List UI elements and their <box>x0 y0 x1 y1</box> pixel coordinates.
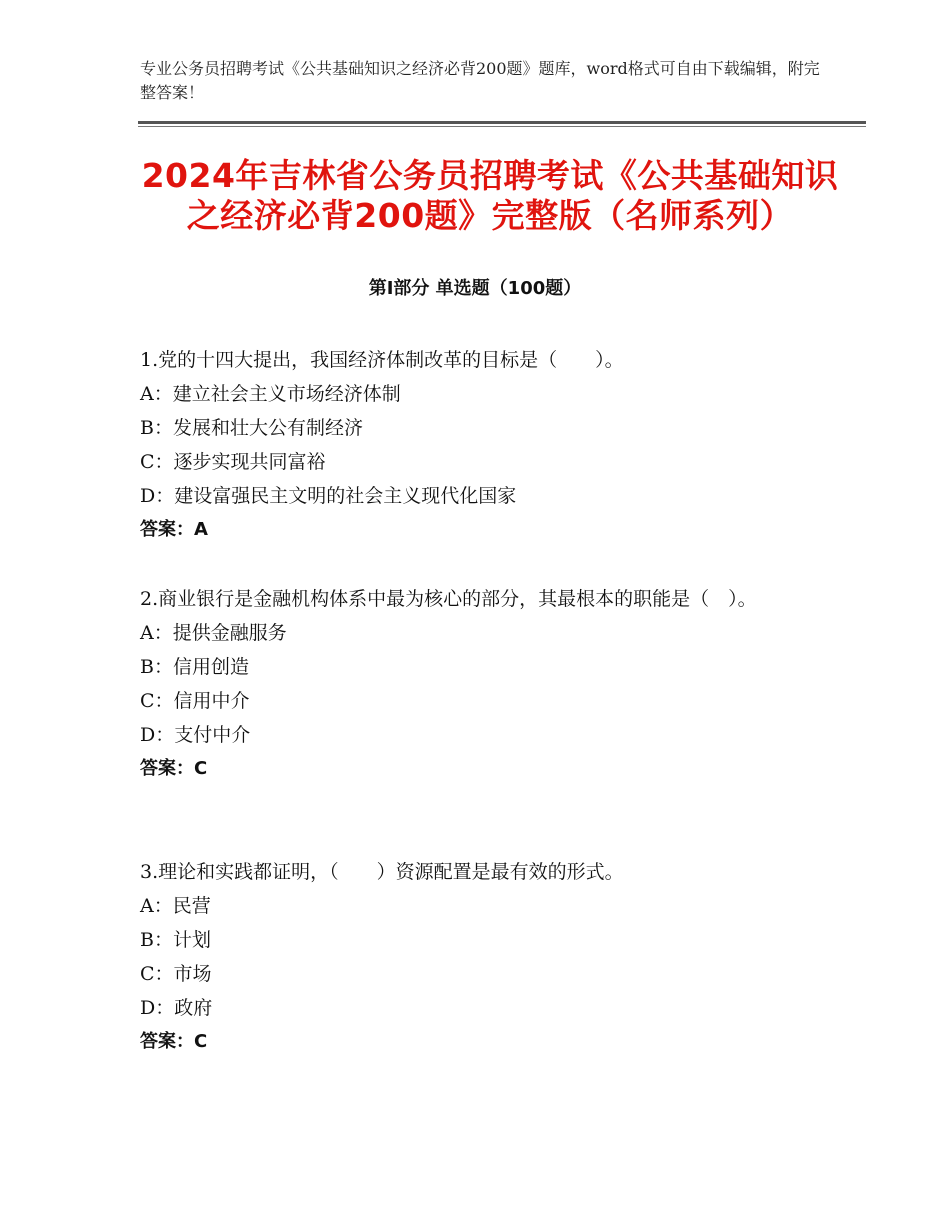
option-a: A：提供金融服务 <box>140 622 287 644</box>
answer-line: 答案：C <box>140 758 208 779</box>
question-stem: 2.商业银行是金融机构体系中最为核心的部分，其最根本的职能是（ ）。 <box>140 588 757 610</box>
option-b: B：计划 <box>140 929 211 951</box>
header-note: 专业公务员招聘考试《公共基础知识之经济必背200题》题库，word格式可自由下载编辑，附完整答案！ <box>140 59 820 102</box>
option-c: C：逐步实现共同富裕 <box>140 451 326 473</box>
option-c: C：信用中介 <box>140 690 250 712</box>
option-a: A：建立社会主义市场经济体制 <box>140 383 401 405</box>
header-divider-thick <box>138 121 866 124</box>
header-divider-thin <box>138 126 866 127</box>
option-d: D：政府 <box>140 997 213 1019</box>
answer-line: 答案：A <box>140 519 208 540</box>
option-d: D：支付中介 <box>140 724 251 746</box>
option-d: D：建设富强民主文明的社会主义现代化国家 <box>140 485 517 507</box>
option-b: B：发展和壮大公有制经济 <box>140 417 363 439</box>
option-a: A：民营 <box>140 895 211 917</box>
question-block <box>140 582 830 786</box>
document-title: 2024年吉林省公务员招聘考试《公共基础知识之经济必背200题》完整版（名师系列） <box>141 156 839 235</box>
option-b: B：信用创造 <box>140 656 249 678</box>
question-stem: 1.党的十四大提出，我国经济体制改革的目标是（ ）。 <box>140 349 624 371</box>
question-block <box>140 855 830 1059</box>
question-stem: 3.理论和实践都证明，（ ）资源配置是最有效的形式。 <box>140 861 624 883</box>
question-block <box>140 343 830 547</box>
section-heading: 第I部分 单选题（100题） <box>368 278 582 299</box>
option-c: C：市场 <box>140 963 212 985</box>
answer-line: 答案：C <box>140 1031 208 1052</box>
